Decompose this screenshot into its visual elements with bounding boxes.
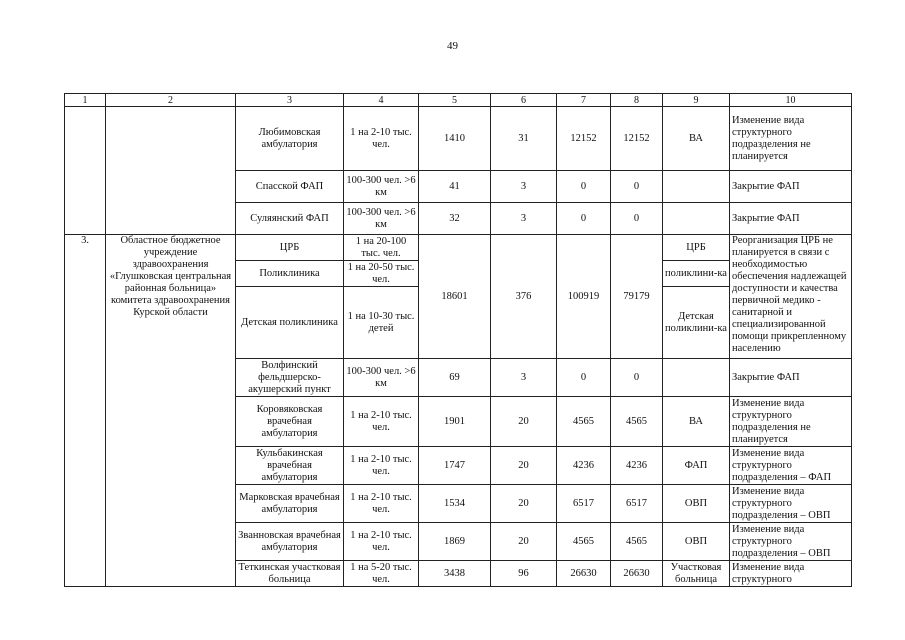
value-cell: 0 — [557, 203, 611, 235]
facility-name: Марковская врачебная амбулатория — [236, 485, 344, 523]
header-cell: 10 — [730, 94, 852, 107]
organization-cell: Областное бюджетное учреждение здравоохранения «Глушковская центральная районная больница» комитета здравоохранения Курской области — [106, 235, 236, 587]
header-cell: 2 — [106, 94, 236, 107]
value-cell: 3 — [491, 359, 557, 397]
row-number-cell — [65, 107, 106, 235]
norm-cell: 1 на 2-10 тыс. чел. — [344, 485, 419, 523]
header-cell: 4 — [344, 94, 419, 107]
value-cell: 100919 — [557, 235, 611, 359]
table-row — [65, 235, 852, 261]
value-cell: 12152 — [611, 107, 663, 171]
type-cell — [663, 359, 730, 397]
facility-name: Детская поликлиника — [236, 287, 344, 359]
facility-name: Коровяковская врачебная амбулатория — [236, 397, 344, 447]
note-cell: Изменение вида структурного подразделения не планируется — [730, 397, 852, 447]
norm-cell: 100-300 чел. >6 км — [344, 359, 419, 397]
value-cell: 1747 — [419, 447, 491, 485]
value-cell: 3 — [491, 171, 557, 203]
column-number-row — [65, 94, 852, 107]
header-cell: 9 — [663, 94, 730, 107]
type-cell: Участковая больница — [663, 561, 730, 587]
value-cell: 0 — [611, 171, 663, 203]
norm-cell: 100-300 чел. >6 км — [344, 171, 419, 203]
value-cell: 1901 — [419, 397, 491, 447]
value-cell: 26630 — [611, 561, 663, 587]
value-cell: 32 — [419, 203, 491, 235]
type-cell: Детская поликлини-ка — [663, 287, 730, 359]
value-cell: 41 — [419, 171, 491, 203]
row-number-cell: 3. — [65, 235, 106, 587]
norm-cell: 1 на 20-100 тыс. чел. — [344, 235, 419, 261]
value-cell: 26630 — [557, 561, 611, 587]
value-cell: 376 — [491, 235, 557, 359]
value-cell: 4565 — [557, 397, 611, 447]
value-cell: 0 — [557, 359, 611, 397]
value-cell: 0 — [611, 203, 663, 235]
facility-name: Теткинская участковая больница — [236, 561, 344, 587]
value-cell: 18601 — [419, 235, 491, 359]
value-cell: 20 — [491, 523, 557, 561]
norm-cell: 1 на 10-30 тыс. детей — [344, 287, 419, 359]
value-cell: 69 — [419, 359, 491, 397]
facility-name: Поликлиника — [236, 261, 344, 287]
norm-cell: 1 на 20-50 тыс. чел. — [344, 261, 419, 287]
facility-name: Кульбакинская врачебная амбулатория — [236, 447, 344, 485]
header-cell: 8 — [611, 94, 663, 107]
value-cell: 4565 — [611, 397, 663, 447]
value-cell: 3 — [491, 203, 557, 235]
value-cell: 6517 — [611, 485, 663, 523]
value-cell: 0 — [557, 171, 611, 203]
value-cell: 3438 — [419, 561, 491, 587]
norm-cell: 1 на 2-10 тыс. чел. — [344, 523, 419, 561]
note-cell: Изменение вида структурного подразделения не планируется — [730, 107, 852, 171]
type-cell: ЦРБ — [663, 235, 730, 261]
value-cell: 79179 — [611, 235, 663, 359]
facility-name: Любимовская амбулатория — [236, 107, 344, 171]
facilities-table — [64, 93, 852, 587]
value-cell: 20 — [491, 397, 557, 447]
type-cell: ВА — [663, 397, 730, 447]
type-cell: ОВП — [663, 485, 730, 523]
value-cell: 4236 — [557, 447, 611, 485]
value-cell: 4236 — [611, 447, 663, 485]
facility-name: ЦРБ — [236, 235, 344, 261]
note-cell: Реорганизация ЦРБ не планируется в связи с необходимостью обеспечения надлежащей доступности и качества первичной медико - санитарной и специализированной помощи прикрепленному населению — [730, 235, 852, 359]
value-cell: 1410 — [419, 107, 491, 171]
value-cell: 12152 — [557, 107, 611, 171]
header-cell: 7 — [557, 94, 611, 107]
type-cell: ВА — [663, 107, 730, 171]
norm-cell: 1 на 2-10 тыс. чел. — [344, 397, 419, 447]
value-cell: 6517 — [557, 485, 611, 523]
header-cell: 3 — [236, 94, 344, 107]
note-cell: Изменение вида структурного — [730, 561, 852, 587]
norm-cell: 1 на 2-10 тыс. чел. — [344, 447, 419, 485]
header-cell: 5 — [419, 94, 491, 107]
type-cell: ОВП — [663, 523, 730, 561]
value-cell: 1869 — [419, 523, 491, 561]
type-cell: ФАП — [663, 447, 730, 485]
table-row — [65, 107, 852, 171]
value-cell: 4565 — [557, 523, 611, 561]
header-cell: 6 — [491, 94, 557, 107]
facility-name: Спасской ФАП — [236, 171, 344, 203]
norm-cell: 1 на 2-10 тыс. чел. — [344, 107, 419, 171]
facility-name: Званновская врачебная амбулатория — [236, 523, 344, 561]
header-cell: 1 — [65, 94, 106, 107]
value-cell: 20 — [491, 485, 557, 523]
type-cell — [663, 203, 730, 235]
note-cell: Закрытие ФАП — [730, 171, 852, 203]
value-cell: 31 — [491, 107, 557, 171]
facility-name: Волфинский фельдшерско-акушерский пункт — [236, 359, 344, 397]
note-cell: Изменение вида структурного подразделения – ФАП — [730, 447, 852, 485]
organization-cell — [106, 107, 236, 235]
facility-name: Суляянский ФАП — [236, 203, 344, 235]
value-cell: 96 — [491, 561, 557, 587]
value-cell: 20 — [491, 447, 557, 485]
value-cell: 0 — [611, 359, 663, 397]
norm-cell: 100-300 чел. >6 км — [344, 203, 419, 235]
note-cell: Закрытие ФАП — [730, 359, 852, 397]
page-number: 49 — [447, 40, 458, 52]
note-cell: Изменение вида структурного подразделения – ОВП — [730, 485, 852, 523]
norm-cell: 1 на 5-20 тыс. чел. — [344, 561, 419, 587]
type-cell: поликлини-ка — [663, 261, 730, 287]
note-cell: Изменение вида структурного подразделения – ОВП — [730, 523, 852, 561]
value-cell: 1534 — [419, 485, 491, 523]
type-cell — [663, 171, 730, 203]
note-cell: Закрытие ФАП — [730, 203, 852, 235]
value-cell: 4565 — [611, 523, 663, 561]
